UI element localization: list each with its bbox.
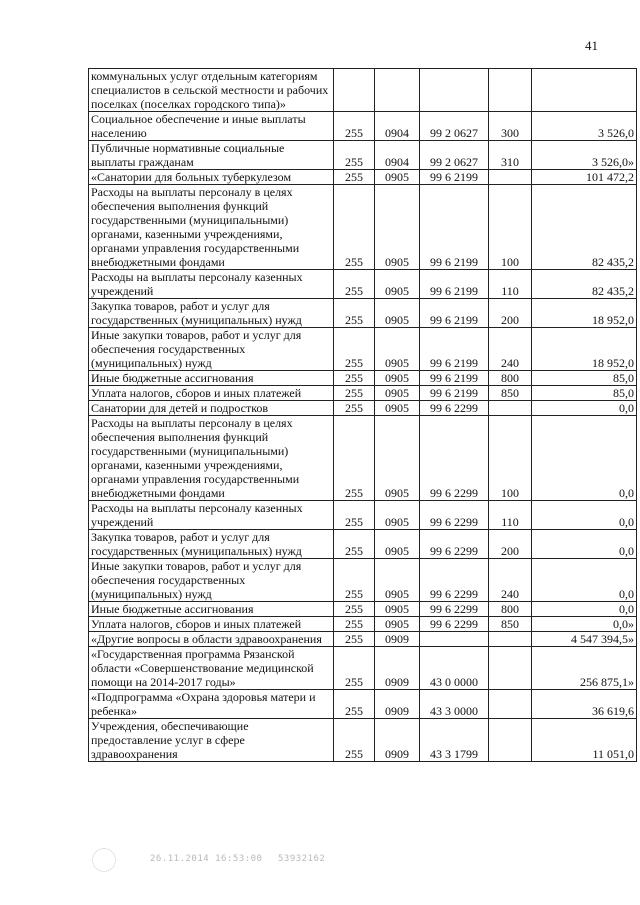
cell-amount: 4 547 394,5» bbox=[532, 632, 637, 647]
cell-amount: 18 952,0 bbox=[532, 328, 637, 371]
cell-item-name: Публичные нормативные социальные выплаты гражданам bbox=[89, 141, 334, 170]
cell-section-code: 0905 bbox=[375, 617, 420, 632]
budget-table bbox=[88, 68, 637, 762]
cell-item-name: Иные закупки товаров, работ и услуг для обеспечения государственных (муниципальных) нужд bbox=[89, 559, 334, 602]
cell-expense-kind: 850 bbox=[489, 617, 532, 632]
table-row bbox=[89, 617, 637, 632]
table-row bbox=[89, 371, 637, 386]
cell-section-code: 0904 bbox=[375, 141, 420, 170]
cell-expense-kind bbox=[489, 719, 532, 762]
cell-section-code: 0905 bbox=[375, 559, 420, 602]
cell-item-name: Расходы на выплаты персоналу в целях обеспечения выполнения функций государственными (муниципальными) органами, казенными учреждениями, органами управления государственными внебюджетными фондами bbox=[89, 185, 334, 270]
cell-expense-kind: 240 bbox=[489, 559, 532, 602]
cell-item-name: Закупка товаров, работ и услуг для государственных (муниципальных) нужд bbox=[89, 530, 334, 559]
cell-item-name: «Другие вопросы в области здравоохранения bbox=[89, 632, 334, 647]
cell-admin-code: 255 bbox=[334, 401, 375, 416]
cell-section-code: 0909 bbox=[375, 632, 420, 647]
cell-section-code: 0905 bbox=[375, 386, 420, 401]
cell-expense-kind: 800 bbox=[489, 371, 532, 386]
cell-target-article: 99 6 2299 bbox=[420, 559, 489, 602]
cell-target-article: 99 6 2299 bbox=[420, 602, 489, 617]
table-row bbox=[89, 69, 637, 112]
cell-section-code: 0905 bbox=[375, 371, 420, 386]
cell-section-code: 0905 bbox=[375, 170, 420, 185]
cell-admin-code: 255 bbox=[334, 602, 375, 617]
cell-expense-kind: 110 bbox=[489, 270, 532, 299]
cell-target-article: 99 6 2299 bbox=[420, 530, 489, 559]
cell-expense-kind: 300 bbox=[489, 112, 532, 141]
cell-target-article bbox=[420, 632, 489, 647]
cell-admin-code: 255 bbox=[334, 501, 375, 530]
cell-item-name: «Подпрограмма «Охрана здоровья матери и ребенка» bbox=[89, 690, 334, 719]
cell-amount: 82 435,2 bbox=[532, 185, 637, 270]
cell-amount: 0,0» bbox=[532, 617, 637, 632]
cell-section-code: 0905 bbox=[375, 299, 420, 328]
cell-admin-code: 255 bbox=[334, 112, 375, 141]
cell-admin-code: 255 bbox=[334, 371, 375, 386]
table-row bbox=[89, 141, 637, 170]
table-row bbox=[89, 501, 637, 530]
cell-item-name: коммунальных услуг отдельным категориям специалистов в сельской местности и рабочих поселках (поселках городского типа)» bbox=[89, 69, 334, 112]
cell-admin-code: 255 bbox=[334, 719, 375, 762]
cell-amount: 0,0 bbox=[532, 501, 637, 530]
table-row bbox=[89, 270, 637, 299]
table-row bbox=[89, 328, 637, 371]
cell-target-article: 43 3 0000 bbox=[420, 690, 489, 719]
cell-admin-code: 255 bbox=[334, 416, 375, 501]
table-row bbox=[89, 386, 637, 401]
cell-expense-kind: 100 bbox=[489, 416, 532, 501]
cell-target-article: 99 6 2199 bbox=[420, 170, 489, 185]
cell-amount: 0,0 bbox=[532, 401, 637, 416]
cell-admin-code: 255 bbox=[334, 386, 375, 401]
cell-item-name: Учреждения, обеспечивающие предоставление услуг в сфере здравоохранения bbox=[89, 719, 334, 762]
cell-section-code: 0909 bbox=[375, 690, 420, 719]
cell-admin-code: 255 bbox=[334, 170, 375, 185]
cell-expense-kind: 850 bbox=[489, 386, 532, 401]
cell-item-name: Иные бюджетные ассигнования bbox=[89, 602, 334, 617]
cell-expense-kind: 310 bbox=[489, 141, 532, 170]
cell-admin-code: 255 bbox=[334, 559, 375, 602]
cell-section-code: 0904 bbox=[375, 112, 420, 141]
cell-expense-kind bbox=[489, 170, 532, 185]
cell-item-name: Уплата налогов, сборов и иных платежей bbox=[89, 617, 334, 632]
cell-item-name: Социальное обеспечение и иные выплаты населению bbox=[89, 112, 334, 141]
cell-admin-code bbox=[334, 69, 375, 112]
table-row bbox=[89, 647, 637, 690]
cell-amount: 0,0 bbox=[532, 559, 637, 602]
cell-section-code: 0905 bbox=[375, 501, 420, 530]
budget-table-body bbox=[89, 69, 637, 762]
cell-admin-code: 255 bbox=[334, 270, 375, 299]
table-row bbox=[89, 632, 637, 647]
cell-item-name: Расходы на выплаты персоналу казенных учреждений bbox=[89, 501, 334, 530]
table-row bbox=[89, 602, 637, 617]
cell-section-code: 0905 bbox=[375, 416, 420, 501]
cell-item-name: Иные закупки товаров, работ и услуг для обеспечения государственных (муниципальных) нужд bbox=[89, 328, 334, 371]
cell-admin-code: 255 bbox=[334, 328, 375, 371]
table-row bbox=[89, 719, 637, 762]
cell-admin-code: 255 bbox=[334, 530, 375, 559]
cell-target-article: 99 2 0627 bbox=[420, 141, 489, 170]
footer-doc-code: 53932162 bbox=[278, 854, 326, 864]
cell-amount: 0,0 bbox=[532, 416, 637, 501]
cell-amount: 36 619,6 bbox=[532, 690, 637, 719]
cell-section-code: 0905 bbox=[375, 185, 420, 270]
cell-item-name: «Санатории для больных туберкулезом bbox=[89, 170, 334, 185]
cell-section-code: 0909 bbox=[375, 647, 420, 690]
cell-target-article: 99 6 2199 bbox=[420, 270, 489, 299]
cell-admin-code: 255 bbox=[334, 632, 375, 647]
table-row bbox=[89, 690, 637, 719]
cell-admin-code: 255 bbox=[334, 185, 375, 270]
cell-amount bbox=[532, 69, 637, 112]
table-row bbox=[89, 530, 637, 559]
cell-item-name: Расходы на выплаты персоналу казенных учреждений bbox=[89, 270, 334, 299]
cell-section-code bbox=[375, 69, 420, 112]
cell-admin-code: 255 bbox=[334, 647, 375, 690]
cell-admin-code: 255 bbox=[334, 141, 375, 170]
cell-expense-kind bbox=[489, 401, 532, 416]
cell-expense-kind bbox=[489, 690, 532, 719]
cell-section-code: 0905 bbox=[375, 270, 420, 299]
cell-target-article: 99 6 2299 bbox=[420, 617, 489, 632]
cell-section-code: 0905 bbox=[375, 530, 420, 559]
cell-amount: 256 875,1» bbox=[532, 647, 637, 690]
cell-section-code: 0905 bbox=[375, 602, 420, 617]
cell-target-article: 99 6 2199 bbox=[420, 386, 489, 401]
cell-item-name: Уплата налогов, сборов и иных платежей bbox=[89, 386, 334, 401]
cell-section-code: 0905 bbox=[375, 401, 420, 416]
cell-expense-kind bbox=[489, 69, 532, 112]
table-row bbox=[89, 185, 637, 270]
cell-item-name: «Государственная программа Рязанской области «Совершенствование медицинской помощи на 2014-2017 годы» bbox=[89, 647, 334, 690]
cell-target-article: 99 6 2299 bbox=[420, 401, 489, 416]
cell-amount: 82 435,2 bbox=[532, 270, 637, 299]
table-row bbox=[89, 401, 637, 416]
cell-target-article: 99 6 2199 bbox=[420, 299, 489, 328]
cell-expense-kind: 200 bbox=[489, 299, 532, 328]
cell-item-name: Закупка товаров, работ и услуг для государственных (муниципальных) нужд bbox=[89, 299, 334, 328]
cell-expense-kind: 110 bbox=[489, 501, 532, 530]
cell-item-name: Расходы на выплаты персоналу в целях обеспечения выполнения функций государственными (муниципальными) органами, казенными учреждениями, органами управления государственными внебюджетными фондами bbox=[89, 416, 334, 501]
page-number: 41 bbox=[585, 38, 598, 53]
cell-amount: 0,0 bbox=[532, 602, 637, 617]
cell-expense-kind: 800 bbox=[489, 602, 532, 617]
cell-amount: 0,0 bbox=[532, 530, 637, 559]
cell-expense-kind bbox=[489, 647, 532, 690]
table-row bbox=[89, 112, 637, 141]
footer-timestamp: 26.11.2014 16:53:00 bbox=[150, 854, 263, 864]
cell-admin-code: 255 bbox=[334, 617, 375, 632]
table-row bbox=[89, 299, 637, 328]
cell-amount: 18 952,0 bbox=[532, 299, 637, 328]
cell-target-article: 99 2 0627 bbox=[420, 112, 489, 141]
cell-amount: 3 526,0» bbox=[532, 141, 637, 170]
cell-amount: 11 051,0 bbox=[532, 719, 637, 762]
cell-expense-kind: 240 bbox=[489, 328, 532, 371]
cell-expense-kind bbox=[489, 632, 532, 647]
cell-amount: 85,0 bbox=[532, 371, 637, 386]
cell-admin-code: 255 bbox=[334, 690, 375, 719]
cell-target-article: 99 6 2199 bbox=[420, 185, 489, 270]
cell-target-article: 99 6 2199 bbox=[420, 328, 489, 371]
cell-expense-kind: 100 bbox=[489, 185, 532, 270]
table-row bbox=[89, 416, 637, 501]
cell-item-name: Иные бюджетные ассигнования bbox=[89, 371, 334, 386]
cell-amount: 85,0 bbox=[532, 386, 637, 401]
table-row bbox=[89, 170, 637, 185]
cell-target-article: 43 0 0000 bbox=[420, 647, 489, 690]
cell-target-article: 99 6 2299 bbox=[420, 501, 489, 530]
scan-seal-mark bbox=[92, 848, 116, 872]
table-row bbox=[89, 559, 637, 602]
cell-target-article: 43 3 1799 bbox=[420, 719, 489, 762]
cell-section-code: 0905 bbox=[375, 328, 420, 371]
cell-target-article: 99 6 2299 bbox=[420, 416, 489, 501]
cell-amount: 101 472,2 bbox=[532, 170, 637, 185]
cell-target-article: 99 6 2199 bbox=[420, 371, 489, 386]
cell-expense-kind: 200 bbox=[489, 530, 532, 559]
cell-target-article bbox=[420, 69, 489, 112]
cell-amount: 3 526,0 bbox=[532, 112, 637, 141]
cell-section-code: 0909 bbox=[375, 719, 420, 762]
cell-item-name: Санатории для детей и подростков bbox=[89, 401, 334, 416]
cell-admin-code: 255 bbox=[334, 299, 375, 328]
